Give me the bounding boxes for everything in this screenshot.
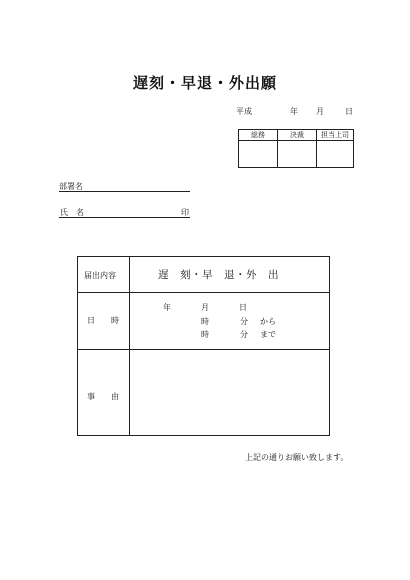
- page-title: 遅刻・早退・外出願: [132, 74, 277, 92]
- name-field[interactable]: [59, 217, 190, 218]
- date-day-label: 日: [239, 303, 247, 312]
- request-form: [77, 256, 330, 436]
- day-label: 日: [345, 107, 353, 116]
- from-suffix: から: [260, 317, 276, 326]
- department-label: 部署名: [59, 182, 83, 191]
- date-header: [236, 106, 352, 120]
- approval-stamp-box-general-affairs[interactable]: [239, 141, 278, 168]
- approval-stamp-box-supervisor[interactable]: [317, 141, 354, 168]
- department-field[interactable]: [59, 191, 190, 192]
- reason-label: 事 由: [87, 392, 119, 401]
- from-minute-label: 分: [240, 317, 248, 326]
- form-row-divider: [78, 292, 329, 293]
- approval-header-supervisor: 担当上司: [317, 130, 354, 141]
- approval-header-general-affairs: 総務: [239, 130, 278, 141]
- seal-mark: 印: [181, 208, 189, 217]
- approval-header-decision: 決裁: [278, 130, 317, 141]
- approval-stamp-box-decision[interactable]: [278, 141, 317, 168]
- to-hour-label: 時: [201, 330, 209, 339]
- reason-field[interactable]: [130, 350, 329, 435]
- request-type-label: 届出内容: [84, 271, 116, 280]
- datetime-label: 日 時: [87, 316, 119, 325]
- date-month-label: 月: [201, 303, 209, 312]
- closing-statement: 上記の通りお願い致します。: [245, 453, 349, 462]
- to-minute-label: 分: [240, 330, 248, 339]
- month-label: 月: [316, 107, 324, 116]
- name-label: 氏 名: [60, 208, 84, 217]
- date-year-label: 年: [163, 303, 171, 312]
- to-suffix: まで: [260, 330, 276, 339]
- year-label: 年: [290, 107, 298, 116]
- approval-stamp-table: [238, 129, 354, 168]
- request-type-options[interactable]: 遅 刻・早 退・外 出: [158, 269, 279, 281]
- from-hour-label: 時: [201, 317, 209, 326]
- era-label: 平成: [236, 107, 252, 116]
